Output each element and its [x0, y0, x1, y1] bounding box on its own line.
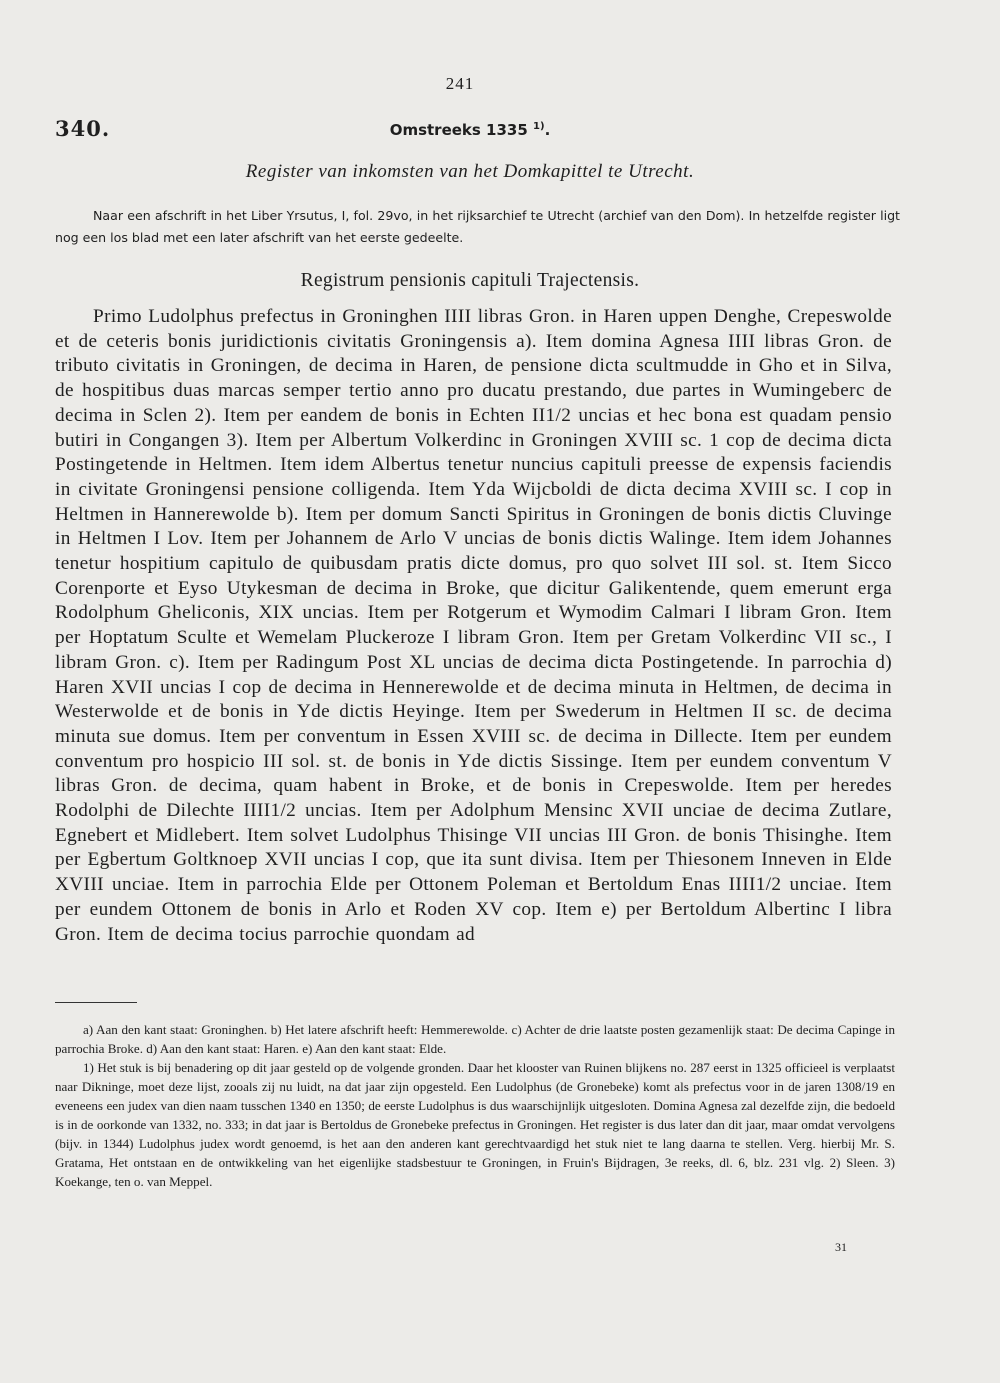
footnote-rule — [55, 1002, 137, 1003]
signature-mark: 31 — [835, 1240, 847, 1254]
footnotes — [55, 1020, 895, 1191]
document-title: Register van inkomsten van het Domkapittel te Utrecht. — [245, 161, 695, 182]
number-footnotes: 1) Het stuk is bij benadering op dit jaar gesteld op de volgende gronden. Daar het klooster van Ruinen blijkens no. 287 eerst in 1325 officieel is verplaatst naar Dikninge, moet deze lijst, zooals zij nu luidt, na dat jaar zijn opgesteld. Een Ludolphus (de Gronebeke) komt als prefectus voor in de jaren 1308/19 en eveneens een judex van dien naam tusschen 1340 en 1350; de eerste Ludolphus is dus waarschijnlijk uitgesloten. Domina Agnesa zal dezelfde zijn, die bedoeld is in de oorkonde van 1332, no. 333; in dat jaar is Bertoldus de Gronebeke prefectus in Groningen. Het register is dus later dan dit jaar, maar omdat vervolgens (bijv. in 1344) Ludolphus judex wordt genoemd, is het aan den anderen kant gerechtvaardigd het stuk niet te lang daarna te stellen. Verg. hierbij Mr. S. Gratama, Het ontstaan en de ontwikkeling van het eigenlijke stadsbestuur te Groningen, in Fruin's Bijdragen, 3e reeks, dl. 6, blz. 231 vlg. 2) Sleen. 3) Koekange, ten o. van Meppel. — [55, 1060, 895, 1189]
register-heading: Registrum pensionis capituli Trajectensis. — [300, 270, 640, 291]
page-number: 241 — [445, 74, 475, 93]
source-note: Naar een afschrift in het Liber Yrsutus, I, fol. 29vo, in het rijksarchief te Utrecht (archief van den Dom). In hetzelfde register ligt nog een los blad met een later afschrift van het eerste gedeelte. — [55, 208, 900, 245]
date-text: Omstreeks 1335 — [389, 121, 528, 139]
register-text: Primo Ludolphus prefectus in Groninghen IIII libras Gron. in Haren uppen Denghe, Crepeswolde et de ceteris bonis juridictionis civitatis Groningensis a). Item domina Agnesa IIII libras Gron. de tributo civitatis in Groningen, de decima in Haren, de pensione dicta scultmudde in Gho et in Silva, de hospitibus duas marcas semper tertio anno pro ducatu prestando, due partes in Wumingeberc de decima in Sclen 2). Item per eandem de bonis in Echten II1/2 uncias et hec bona est quadam pensio butiri in Congangen 3). Item per Albertum Volkerdinc in Groningen XVIII sc. 1 cop de decima dicta Postingetende in Heltmen. Item idem Albertus tenetur nuncius capituli preesse de expensis faciendis in civitate Groningensi pensione colligenda. Item Yda Wijcboldi de dicta decima XVIII sc. I cop in Heltmen in Hannerewolde b). Item per domum Sancti Spiritus in Groningen de bonis dictis Cluvinge in Heltmen I Lov. Item per Johannem de Arlo V uncias de bonis dictis Walinge. Item idem Johannes tenetur hospitium capitulo de quibusdam pratis dicte domus, pro quo solvet III sol. st. Item Sicco Corenporte et Eyso Utykesman de decima in Broke, que dicitur Galikentende, quem emerunt erga Rodolphum Gheliconis, XIX uncias. Item per Rotgerum et Wymodim Calmari I libram Gron. Item per Hoptatum Sculte et Wemelam Pluckeroze I libram Gron. Item per Gretam Volkerdinc VII sc., I libram Gron. c). Item per Radingum Post XL uncias de decima dicta Postingetende. In parrochia d) Haren XVII uncias I cop de decima in Hennerewolde et de decima minuta in Heltmen, de decima in Westerwolde et de bonis in Yde dictis Heyinge. Item per Swederum in Heltmen II sc. de decima minuta sue domus. Item per conventum in Essen XVIII sc. de decima in Dillecte. Item per eundem conventum pro hospicio III sol. st. de bonis in Yde dictis Sissinge. Item per eundem conventum V libras Gron. de decima, quam habent in Broke, et de bonis in Crepeswolde. Item per heredes Rodolphi de Dilechte IIII1/2 uncias. Item per Adolphum Mensinc XVII unciae de decima Zutlare, Egnebert et Midlebert. Item solvet Ludolphus Thisinge VII uncias III Gron. de bonis Thisinghe. Item per Egbertum Goltknoep XVII uncias I cop, que ita sunt divisa. Item per Thiesonem Inneven in Elde XVIII unciae. Item in parrochia Elde per Ottonem Poleman et Bertoldum Enas IIII1/2 unciae. Item per eundem Ottonem de bonis in Arlo et Roden XV cop. Item e) per Bertoldum Albertinc I libra Gron. Item de decima tocius parrochie quondam ad — [55, 306, 892, 945]
date-footnote-ref: 1) — [533, 121, 545, 132]
document-number: 340. — [55, 116, 111, 141]
document-date: Omstreeks 1335 $^{1)}$. — [389, 121, 551, 139]
letter-footnotes: a) Aan den kant staat: Groninghen. b) Het latere afschrift heeft: Hemmerewolde. c) Achter de drie laatste posten gezamenlijk staat: De decima Capinge in parrochia Broke. d) Aan den kant staat: Haren. e) Aan den kant staat: Elde. — [55, 1022, 895, 1056]
